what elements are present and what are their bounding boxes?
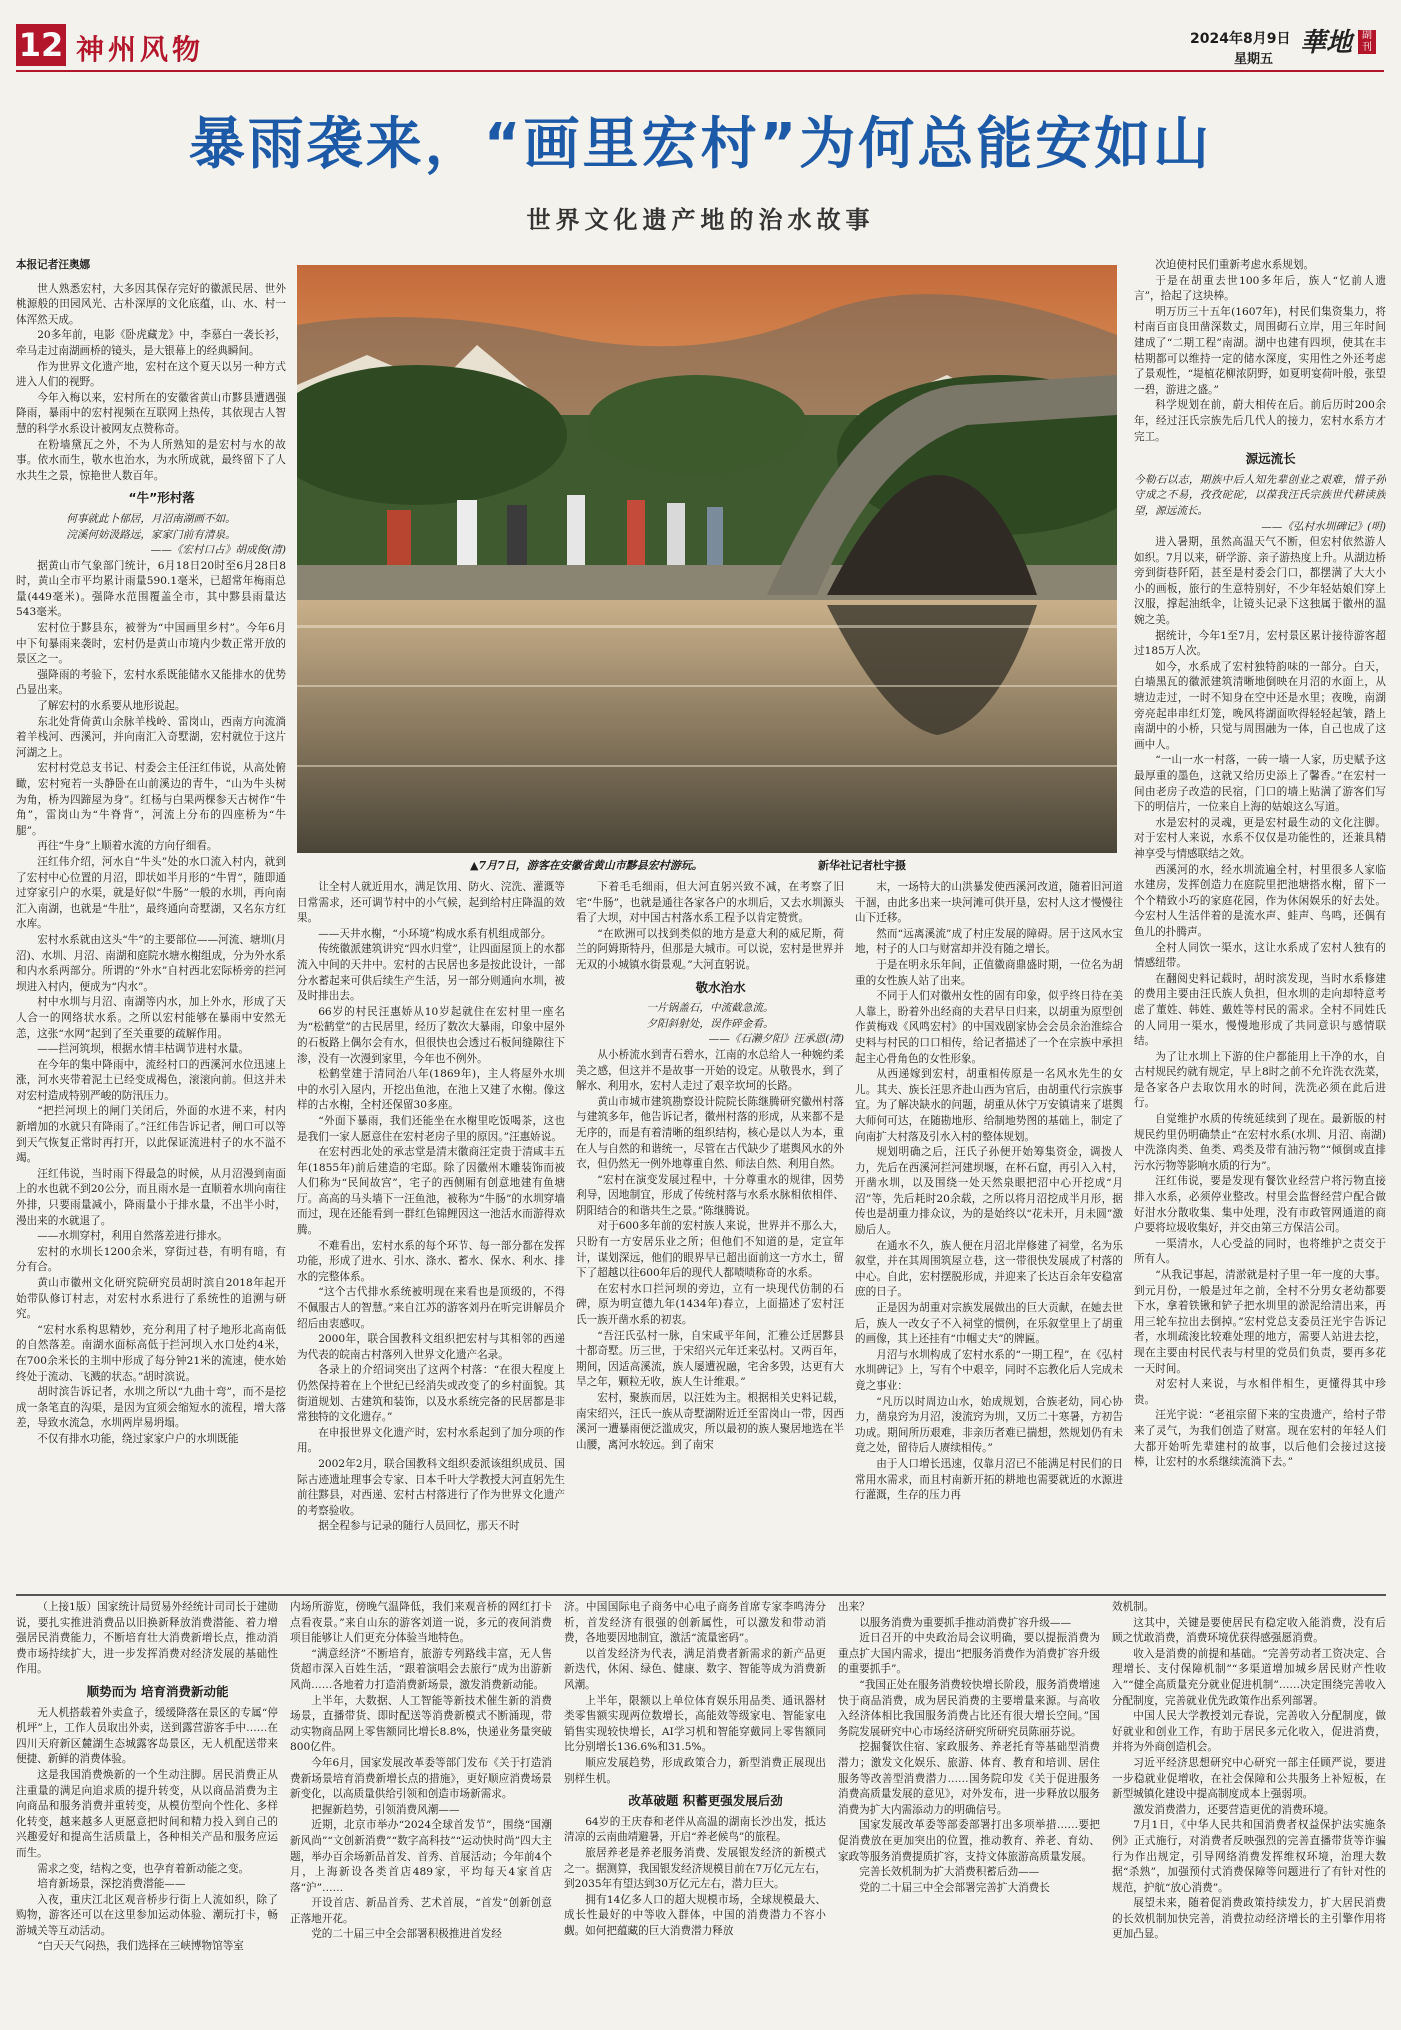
- paragraph: 于是在明永乐年间，正值徽商鼎盛时期，一位名为胡重的女性族人站了出来。: [855, 958, 1123, 987]
- section-heading: “牛”形村落: [128, 490, 195, 506]
- paragraph: 20多年前，电影《卧虎藏龙》中，李慕白一袭长衫，牵马走过南湖画桥的镜头，是大银幕上的经典瞬间。: [16, 329, 286, 357]
- bottom-column-3: [564, 1600, 826, 2020]
- paragraph: 如今，水系成了宏村独特韵味的一部分。白天，白墙黑瓦的徽派建筑清晰地倒映在月沼的水面上，从塘边走过，一时不知身在空中还是水里；夜晚，南湖旁亮起串串红灯笼，晚风将湖面吹得轻轻起皱，踏上南湖中的小桥，只觉与周围融为一体，自己也成了这画中人。: [1134, 660, 1386, 751]
- poem-quote: [16, 512, 286, 559]
- paragraph: 收入是消费的前提和基础。“完善劳动者工资决定、合理增长、支付保障机制”“多渠道增加城乡居民财产性收入”“健全高质量充分就业促进机制”……决定围绕完善收入分配制度，完善就业优先政策作出系列部署。: [1112, 1647, 1386, 1707]
- paragraph: 下着毛毛细雨，但大河直躬兴致不减，在考察了旧宅“牛肠”，也就是通往各家各户的水圳后，又去水圳源头看了大坝，对中国古村落水系工程予以肯定赞赏。: [576, 881, 844, 925]
- section-heading: 顺势而为 培育消费新动能: [86, 1683, 229, 1699]
- paragraph: 传统徽派建筑讲究“四水归堂”，让四面屋顶上的水都流入中间的天井中。宏村的古民居也多是按此设计，一部分水蓄起来可供后续生产生活，另一部分则通向水圳，被及时排出去。: [297, 943, 565, 1003]
- photo-caption: ▲7月7日，游客在安徽省黄山市黟县宏村游玩。: [470, 859, 703, 872]
- paragraph: 培育新场景，深挖消费潜能——: [37, 1878, 186, 1891]
- paragraph: 2002年2月，联合国教科文组织委派该组织成员、国际古迹遗址理事会专家、日本千叶大学教授大河直躬先生前往黟县，对西递、宏村古村落进行了作为世界文化遗产的考察验收。: [297, 1457, 565, 1517]
- paragraph: 这是我国消费焕新的一个生动注脚。居民消费正从注重量的满足向追求质的提升转变，从以商品消费为主向商品和服务消费并重转变，从模仿型向个性化、多样化转变，越来越多人更愿意把时间和精力投入到自己的兴趣爱好和提高生活质量上，各种相关产品和服务应运而生。: [16, 1768, 278, 1859]
- poem-source: ——《石濑夕阳》汪承恩(清): [708, 1033, 844, 1046]
- paragraph: “凡历以时周边山水，始成规划，合族老幼，同心协力，凿泉窍为月沼，浚流窍为圳，又历二十寒暑，方初告功成。期间所历艰难，非亲历者难已揣想，然规划仍有未竟之处，留待后人赓续相传。”: [855, 1395, 1123, 1455]
- paragraph: 一渠清水，人心受益的同时，也将维护之责交于所有人。: [1134, 1237, 1386, 1266]
- paragraph: 近日召开的中央政治局会议明确，要以提振消费为重点扩大国内需求，提出“把服务消费作为消费扩容升级的重要抓手”。: [838, 1632, 1100, 1676]
- subheadline: 世界文化遗产地的治水故事: [526, 206, 875, 234]
- paragraph: 展望未来，随着促消费政策持续发力，扩大居民消费的长效机制加快完善，消费拉动经济增长的主引擎作用将更加凸显。: [1112, 1897, 1386, 1941]
- article-column-4: [855, 880, 1123, 1588]
- paragraph: 顺应发展趋势，形成政策合力，新型消费正展现出别样生机。: [564, 1756, 826, 1785]
- paragraph: 汪红伟介绍，河水自“牛头”处的水口流入村内，就到了宏村中心位置的月沼，即状如半月形的“牛胃”，随即通过穿家引户的水渠，就是好似“牛肠”一般的水圳，再向南汇入南湖，也就是“牛肚”，最终通向奇墅湖，又名东方红水库。: [16, 855, 286, 931]
- paragraph: 宏村，聚族而居，以汪姓为主。根据相关史料记载，南宋绍兴，汪氏一族从奇墅湖附近迁至雷岗山一带，因西溪河一遭暴雨便泛滥成灾，所以最初的族人聚居地选在半山腰，离河水较远。到了南宋: [576, 1392, 844, 1451]
- bottom-column-2: [290, 1600, 552, 2020]
- paragraph: 在粉墙黛瓦之外，不为人所熟知的是宏村与水的故事。依水而生，敬水也治水，为水所成就，最终留下了人水共生之景，惊艳世人数百年。: [16, 438, 286, 482]
- paragraph: 黄山市城市建筑勘察设计院院长陈继腾研究徽州村落与建筑多年，他告诉记者，徽州村落的形成，从来都不是无序的，而是有着清晰的组织结构，核心是以人为本，重在人与自然的和谐统一，尽管在古代缺少了堪舆风水的外衣，但仍然无一例外地尊重自然、师法自然、利用自然。: [576, 1095, 844, 1171]
- paragraph: 出来？: [838, 1601, 870, 1613]
- paragraph: 挖掘餐饮住宿、家政服务、养老托育等基础型消费潜力；激发文化娱乐、旅游、体育、教育和培训、居住服务等改善型消费潜力……国务院印发《关于促进服务消费高质量发展的意见》，对外发布，进一步释放以服务消费为扩大内需添动力的明确信号。: [838, 1741, 1100, 1816]
- paragraph: “宏村在演变发展过程中，十分尊重水的规律，因势利导，因地制宜，形成了传统村落与水系水脉相依相伴、阴阳结合的和谐共生之景。”陈继腾说。: [576, 1173, 844, 1217]
- poem-quote: [1134, 473, 1386, 535]
- paragraph: 拥有14亿多人口的超大规模市场，全球规模最大、成长性最好的中等收入群体，中国的消费潜力不容小觑。如何把蕴藏的巨大消费潜力释放: [564, 1893, 826, 1937]
- paragraph: 由于人口增长迅速，仅靠月沼已不能满足村民们的日常用水需求，而且村南新开拓的耕地也需要就近的水源进行灌溉，生存的压力再: [855, 1457, 1123, 1502]
- article-column-1: [16, 258, 286, 1588]
- paragraph: “白天天气闷热，我们选择在三峡博物馆等室: [37, 1940, 244, 1953]
- bottom-column-5: [1112, 1600, 1386, 2020]
- paragraph: 济。中国国际电子商务中心电子商务首席专家李鸣涛分析，首发经济有很强的创新属性，可以激发和带动消费，各地要因地制宜，激活“流量密码”。: [564, 1601, 826, 1645]
- paragraph: 了解宏村的水系要从地形说起。: [37, 700, 186, 713]
- masthead-tag: 副刊: [1358, 30, 1376, 54]
- paragraph: 各录上的介绍词突出了这两个村落：“在很大程度上仍然保持着在上个世纪已经消失或改变了的乡村面貌。其街道规划、古建筑和装饰，以及水系统完备的民居都是非常独特的文化遗存。”: [297, 1364, 565, 1424]
- paragraph: 从西递嫁到宏村，胡重相传原是一名风水先生的女儿。其夫、族长汪思齐赴山西为官后，由胡重代行宗族事宜。为了解决缺水的问题，胡重从休宁万安镇请来了堪舆大师何可达，在随勘地形、给制地势图的基础上，制定了向南扩大村落及引水入村的整体规划。: [855, 1068, 1123, 1143]
- paragraph: 汪红伟说，当时雨下得最急的时候，从月沼漫到南面上的水也就不到20公分，而且雨水是一直顺着水圳向南往外排，只要雨量减小，降雨量小于排水量，不出半小时，漫出来的水就退了。: [16, 1167, 286, 1227]
- paragraph: 宏村村党总支书记、村委会主任汪红伟说，从高处俯瞰，宏村宛若一头静卧在山前溪边的青牛，“山为牛头树为角，桥为四蹄屋为身”。红杨与白果两棵参天古树作“牛角”，雷岗山为“牛脊背”，河流上分布的四座桥为“牛腿”。: [16, 762, 286, 837]
- paragraph: 为了让水圳上下游的住户都能用上干净的水，自古村规民约就有规定，早上8时之前不允许洗衣洗菜，是各家各户去取饮用水的时间，洗洗必须在此后进行。: [1134, 1050, 1386, 1110]
- paragraph: ——天井水榭，“小环境”构成水系有机组成部分。: [318, 927, 552, 940]
- issue-weekday: 星期五: [1234, 52, 1274, 67]
- paragraph: “一山一水一村落，一砖一墙一人家，历史赋予这最厚重的墨色，这就又给历史添上了馨香。”在宏村一间由老房子改造的民宿，门口的墙上贴满了游客们写下的明信片，一位来自上海的姑娘这么写道。: [1134, 754, 1386, 814]
- paragraph: 明万历三十五年(1607年)，村民们集资集力，将村南百亩良田凿深数丈，周围砌石立岸，用三年时间建成了“二期工程”南湖。湖中也建有四坝，使其在丰枯期都可以维持一定的储水深度，实用性之外还考虑了景观性，“堤植花柳浓阴野，如夏明宴荷叶般，张望一碧，游进之盛。”: [1134, 305, 1386, 396]
- paragraph: 今年6月，国家发展改革委等部门发布《关于打造消费新场景培育消费新增长点的措施》，更好顺应消费场景新变化，以高质量供给引领和创造市场新需求。: [290, 1756, 552, 1801]
- paragraph: 从小桥流水到青石碧水，江南的水总给人一种婉约柔美之感，但这并不是故事一开始的设定。从敬畏水，到了解水、利用水，宏村人走过了艰辛坎坷的长路。: [576, 1048, 844, 1093]
- paragraph: ——水圳穿村，利用自然落差进行排水。: [37, 1230, 228, 1243]
- section-title: 神州风物: [76, 33, 205, 66]
- paragraph: 作为世界文化遗产地，宏村在这个夏天以另一种方式进入人们的视野。: [16, 360, 286, 389]
- article-divider: [16, 1594, 1386, 1596]
- paragraph: 2000年，联合国教科文组织把宏村与其相邻的西递为代表的皖南古村落列入世界文化遗产名录。: [297, 1333, 565, 1361]
- paragraph: 让全村人就近用水，满足饮用、防火、浣洗、灌溉等日常需求，还可调节村中的小气候，起到给村庄降温的效果。: [297, 881, 565, 925]
- paragraph: 中国人民大学教授刘元春说，完善收入分配制度，做好就业和创业工作，有助于居民多元化收入，促进消费，并将为外商创造机会。: [1112, 1710, 1386, 1754]
- paragraph: “把拦河坝上的闸门关闭后，外面的水进不来，村内新增加的水就只有降雨了。”汪红伟告诉记者，闸口可以等到天气恢复正常时再打开，以此保证流进村子的水不溢不竭。: [16, 1105, 286, 1165]
- bottom-column-1: [16, 1600, 278, 2020]
- paragraph: 党的二十届三中全会部署积极推进首发经: [311, 1928, 502, 1941]
- bottom-column-4: [838, 1600, 1100, 2020]
- article-column-5: [1134, 258, 1386, 1588]
- paragraph: 以首发经济为代表，满足消费者新需求的新产品更新迭代，休闲、绿色、健康、数字、智能等成为消费新风潮。: [564, 1647, 826, 1691]
- poem-line: 今勒石以志，期族中后人知先辈创业之艰难，惜子孙守成之不易，孜孜砣砣，以葆我汪氏宗族世代耕读族望，源远流长。: [1134, 473, 1386, 517]
- paragraph: 正是因为胡重对宗族发展做出的巨大贡献，在她去世后，族人一改女子不入祠堂的惯例，在乐叙堂里上了胡重的画像，其上还挂有“巾帼丈夫”的牌匾。: [855, 1302, 1123, 1346]
- paragraph: 自觉维护水质的传统延续到了现在。最新版的村规民约里仍明确禁止“在宏村水系(水圳、月沼、南湖)中洗涤肉类、鱼类、鸡类及带有油污物”“倾倒或直排污水污物等影响水质的行为”。: [1134, 1113, 1386, 1172]
- paragraph: 然而“远离溪流”成了村庄发展的障碍。居于这风水宝地，村子的人口与财富却并没有随之增长。: [855, 927, 1123, 956]
- paragraph: 不仅有排水功能，绕过家家户户的水圳既能: [37, 1432, 239, 1445]
- paragraph: 科学规划在前，蔚大相传在后。前后历时200余年，经过汪氏宗族先后几代人的接力，宏村水系方才完工。: [1134, 399, 1386, 443]
- paragraph: 胡时滨告诉记者，水圳之所以“九曲十弯”，而不是挖成一条笔直的沟渠，是因为宜须会缩短水的流程，增大落差，导致水流急，水圳两岸易坍塌。: [16, 1386, 286, 1430]
- paragraph: 对于600多年前的宏村族人来说，世界并不那么大，只盼有一方安居乐业之所；但他们不知道的是，定宣年计，谋划深远，他们的眼界早已超出面前这一方水土，留下了超越以往600年后的现代人都啧啧称奇的水系。: [576, 1220, 844, 1280]
- paragraph: 旅居养老是养老服务消费、发展银发经济的新模式之一。据测算，我国银发经济规模目前在7万亿元左右，到2035年有望达到30万亿元左右，潜力巨大。: [564, 1846, 826, 1891]
- paragraph: 松鹤堂建于清同治八年(1869年)，主人将屋外水圳中的水引入屋内，开挖出鱼池，在池上又建了水榭。像这样的古水榭，全村还保留30多座。: [297, 1068, 565, 1112]
- paragraph: 在翻阅史料记载时，胡时滨发现，当时水系修建的费用主要由汪氏族人负担，但水圳的走向却特意考虑了董姓、韩姓、戴姓等村民的需求。全村不同姓氏的人同用一渠水，慢慢地形成了共同意识与感情联结。: [1134, 972, 1386, 1048]
- paragraph: 完善长效机制为扩大消费积蓄后劲——: [859, 1866, 1040, 1879]
- section-heading: 源远流长: [1245, 451, 1296, 467]
- paragraph: 对宏村人来说，与水相伴相生，更懂得其中珍贵。: [1134, 1378, 1386, 1406]
- article-column-3: [576, 880, 844, 1588]
- paragraph: 强降雨的考验下，宏村水系既能储水又能排水的优势凸显出来。: [16, 668, 286, 697]
- paragraph: 7月1日，《中华人民共和国消费者权益保护法实施条例》正式施行，对消费者反映强烈的完善直播带货等诈骗行为作出规定，引导网络消费发挥维权环境，治理大数据“杀熟”，加强预付式消费保障等问题进行了有针对性的规范，护航“放心消费”。: [1112, 1819, 1386, 1894]
- paragraph: 在申报世界文化遗产时，宏村水系起到了加分项的作用。: [297, 1426, 565, 1455]
- paragraph: “从我记事起，清淤就是村子里一年一度的大事。到元月份，一般是过年之前，全村不分男女老幼都要下水，拿着铁锹和铲子把水圳里的淤泥给清出来，再用三轮车拉出去倒掉。”宏村党总支委员汪光宇告诉记者，水圳疏浚比较难处理的地方，需要人站进去挖，现在主要由村民代表与村里的党员们负责，要再多花一天时间。: [1134, 1269, 1386, 1375]
- paragraph: “吾汪氏弘村一脉，自宋咸平年间，汇雅公迁居黟县十都奇墅。历三世，于宋绍兴元年迁来弘村。又两百年，期间，因适高溪流，族人屡遭祝融，宅舍多毁，达更有大旱之年，颗粒无收，族人生计维艰。”: [576, 1329, 844, 1389]
- issue-date: 2024年8月9日: [1190, 31, 1291, 47]
- paragraph: 今年入梅以来，宏村所在的安徽省黄山市黟县遭遇强降雨，暴雨中的宏村视频在互联网上热传，其依现古人智慧的科学水系设计被网友点赞称奇。: [16, 391, 286, 435]
- paragraph: 内场所游览，傍晚气温降低，我们来观音桥的网红打卡点看夜景。”来自山东的游客刘道一说，多元的夜间消费项目能够让人们更充分体验当地特色。: [290, 1601, 552, 1645]
- paragraph: 上半年，大数据、人工智能等新技术催生新的消费场景，直播带货、即时配送等消费新模式不断涌现，带动实物商品网上零售额同比增长8.8%，快递业务量突破800亿件。: [290, 1694, 552, 1754]
- paragraph: 在通水不久，族人便在月沼北岸修建了祠堂，名为乐叙堂，并在其周围筑屋立巷，这一带很快发展成了村落的中心。自此，宏村摆脱形成，并迎来了长达百余年安稳富庶的日子。: [855, 1239, 1123, 1299]
- photo-hongcun-bridge: [297, 265, 1117, 853]
- poem-line: 夕阳斜射处，误作碎金看。: [646, 1017, 774, 1030]
- paragraph: 效机制。: [1112, 1601, 1155, 1613]
- paragraph: 入夜，重庆江北区观音桥步行街上人流如织，除了购物，游客还可以在这里参加运动体验、潮玩打卡，畅游城关等互动活动。: [16, 1893, 278, 1937]
- paragraph: 据统计，今年1至7月，宏村景区累计接待游客超过185万人次。: [1134, 629, 1386, 658]
- paragraph: 宏村水系就由这头“牛”的主要部位——河流、塘圳(月沼)、水圳、月沼、南湖和庭院水塘水榭组成，分为外水系和内水系两部分。所谓的“外水”自村西北宏际桥旁的拦河坝进入村内，便成为“内水”。: [16, 933, 286, 993]
- byline: 本报记者汪奥娜: [16, 259, 91, 271]
- paragraph: 月沼与水圳构成了宏村水系的“一期工程”，在《弘村水圳碑记》上，写有个中艰辛，同时不忘教化后人完成未竟之事业：: [855, 1348, 1123, 1392]
- poem-line: 何事就此卜郁居，月沼南湖画不如。: [66, 512, 236, 525]
- paragraph: 全村人同饮一渠水，这让水系成了宏村人独有的情感纽带。: [1134, 941, 1386, 970]
- paragraph: “外面下暴雨，我们还能坐在水榭里吃饭喝茶，这也是我们一家人愿意住在宏村老房子里的原因。”汪惠娇说。: [297, 1114, 565, 1143]
- paragraph: 近期，北京市举办“2024全球首发节”，围绕“国潮新风尚”“文创新消费”“数字高科技”“运动快时尚”四大主题，举办百余场新品首发、首秀、首展活动；今年前4个月，上海新设各类首店489家，平均每天4家首店落“沪”……: [290, 1819, 552, 1894]
- paragraph: （上接1版）国家统计局贸易外经统计司司长于建勋说，要扎实推进消费品以旧换新释放消费潜能、着力增强居民消费能力，不断培育壮大消费新增长点，推动消费市场持续扩大，进一步发挥消费对经济发展的基础性作用。: [16, 1601, 278, 1676]
- paragraph: ——拦河筑坝，根据水情丰枯调节进村水量。: [37, 1043, 250, 1056]
- poem-source: ——《宏村口占》胡成俊(清): [150, 544, 286, 557]
- paragraph: 于是在胡重去世100多年后，族人“忆前人遗言”，拾起了这块棒。: [1134, 274, 1386, 303]
- page-number-badge: 12: [16, 24, 66, 66]
- poem-quote: [576, 1001, 844, 1048]
- paragraph: 东北处背倚黄山余脉羊栈岭、雷岗山，西南方向流淌着羊栈河、西溪河，并向南汇入奇墅湖，宏村就位于这片河湖之上。: [16, 715, 286, 759]
- paragraph: 66岁的村民汪惠娇从10岁起就住在宏村里一座名为“松鹤堂”的古民居里，经历了数次大暴雨，印象中屋外的石板路上偶尔会有水，但很快也会透过石板间缝隙往下渗，没有一次漫到家里，今年也不例外。: [297, 1005, 565, 1065]
- paragraph: 水是宏村的灵魂，更是宏村最生动的文化注脚。对于宏村人来说，水系不仅仅是功能性的，还兼具精神享受与情感联结之效。: [1134, 816, 1386, 860]
- paragraph: 次迫使村民们重新考虑水系规划。: [1155, 259, 1315, 271]
- paragraph: 汪光宇说：“老祖宗留下来的宝贵遗产，给村子带来了灵气，为我们创造了财富。现在宏村的年轻人们大都开始听先辈建村的故事，以后他们会接过这接棒，让宏村的水系继续流淌下去。”: [1134, 1409, 1386, 1469]
- paragraph: “满意经济”不断培育，旅游专列路线丰富，无人售货超市深入百姓生活，“跟着演唱会去旅行”成为出游新风尚……各地着力打造消费新场景，激发消费新动能。: [290, 1647, 552, 1691]
- poem-line: 浣溪何妨汲路远，家家门前有清泉。: [66, 528, 236, 541]
- article-column-2: [297, 880, 565, 1588]
- paragraph: 村中水圳与月沼、南湖等内水，加上外水，形成了天人合一的网络状水系。之所以宏村能够在暴雨中安然无恙，这张“水网”起到了至关重要的疏解作用。: [16, 996, 286, 1040]
- paragraph: “我国正处在服务消费较快增长阶段，服务消费增速快于商品消费，成为居民消费的主要增量来源。与高收入经济体相比我国服务消费占比还有很大增长空间。”国务院发展研究中心市场经济研究所研究员陈丽芬说。: [838, 1678, 1100, 1738]
- paragraph: 64岁的王庆春和老伴从高温的湖南长沙出发，抵达清凉的云南曲靖避暑，开启“养老候鸟”的旅程。: [564, 1815, 826, 1844]
- paragraph: 无人机搭载着外卖盒子，缓缓降落在景区的专属“停机坪”上，工作人员取出外卖，送到露营游客手中……在四川天府新区麓湖生态城露客岛景区，无人机配送带来便捷、新鲜的消费体验。: [16, 1706, 278, 1766]
- page-header: [0, 0, 1401, 70]
- paragraph: 把握新趋势，引领消费风潮——: [311, 1803, 460, 1816]
- masthead-logo: 華地: [1300, 28, 1353, 58]
- paragraph: “宏村水系构思精妙，充分利用了村子地形北高南低的自然落差。南湖水面标高低于拦河坝入水口处约4米，在700余米长的主圳中形成了每分钟21米的流速，使水始终处于流动、飞溅的状态。”胡时滨说。: [16, 1323, 286, 1383]
- header-divider: [16, 70, 1384, 72]
- section-heading: 敬水治水: [695, 979, 746, 995]
- paragraph: 世人熟悉宏村，大多因其保存完好的徽派民居、世外桃源般的田园风光、古朴深厚的文化底蕴，山、水、村一体浑然天成。: [16, 282, 286, 326]
- paragraph: 党的二十届三中全会部署完善扩大消费长: [859, 1881, 1050, 1894]
- paragraph: 进入暑期，虽然高温天气不断，但宏村依然游人如织。7月以来，研学游、亲子游热度上升。从湖边桥旁到街巷阡陌，甚至是村委会门口，都摆满了大大小小的画板，旅行的生意特别好，不少年轻姑娘们穿上汉服，撑起油纸伞，让镜头记录下这独属于徽州的温婉之美。: [1134, 536, 1386, 627]
- section-heading: 改革破题 积蓄更强发展后劲: [628, 1793, 783, 1809]
- poem-line: 一片锅盖石，中流截急流。: [646, 1002, 774, 1015]
- paragraph: 上半年，限额以上单位体育娱乐用品类、通讯器材类零售额实现两位数增长，高能效等级家电、智能家电销售实现较快增长，AI学习机和智能穿戴同上零售额同比分别增长136.6%和31.5%。: [564, 1694, 826, 1754]
- paragraph: 这其中，关键是要使居民有稳定收入能消费，没有后顾之忧敢消费，消费环境优获得感强愿消费。: [1112, 1616, 1386, 1645]
- poem-source: ——《弘村水圳碑记》(明): [1261, 520, 1386, 533]
- paragraph: 习近平经济思想研究中心研究一部主任顾严说，要进一步稳就业促增收，在社会保障和公共服务上补短板，在新型城镇化建设中提高制度成本上强弱项。: [1112, 1756, 1386, 1801]
- paragraph: 宏村位于黟县东，被誉为“中国画里乡村”。今年6月中下旬暴雨来袭时，宏村仍是黄山市境内少数正常开放的景区之一。: [16, 622, 286, 666]
- paragraph: “这个古代排水系统被明现在来看也是顶级的，不得不佩服古人的智慧。”来自江苏的游客刘丹在听完讲解员介绍后由衷感叹。: [297, 1286, 565, 1330]
- paragraph: 开设首店、新品首秀、艺术首展，“首发”创新创意正落地开花。: [290, 1897, 552, 1925]
- paragraph: 西溪河的水，经水圳流遍全村，村里很多人家临水建房，发挥创造力在庭院里把池塘搭水榭，留下一个个精致小巧的家庭花园，作为休闲娱乐的好去处。今宏村人生活伴着的是流水声、蛙声、鸟鸣，还偶有鱼儿的扑腾声。: [1134, 863, 1386, 938]
- paragraph: 再往“牛身”上顺着水流的方向仔细看。: [37, 840, 218, 853]
- paragraph: 规划明确之后，汪氏子孙便开始筹集资金，调拨人力，先后在西溪河拦河建坝堰，在杯石窟，再引入入村，开凿水圳，以及围绕一处天然泉眼把沼中心开挖成“月沼”等，先后耗时20余载，之所以将月沼挖成半月形，据传也是胡重力排众议，为的是始终以“花未开，月未圆”激励后人。: [855, 1146, 1123, 1237]
- paragraph: 以服务消费为重要抓手推动消费扩容升级——: [859, 1616, 1072, 1629]
- paragraph: 在宏村水口拦河坝的旁边，立有一块现代仿制的石碑，原为明宣德九年(1434年)春立，上面描述了宏村汪氏一族开凿水系的初衷。: [576, 1282, 844, 1327]
- paragraph: 宏村的水圳长1200余米，穿街过巷，有明有暗，有分有合。: [16, 1245, 286, 1274]
- paragraph: 在宏村西北处的承志堂是清末徽商汪定贵于清咸丰五年(1855年)前后建造的宅邸。除了因徽州木雕装饰而被人们称为“民间故宫”，宅子的西侧厢有创意地建有鱼塘厅。高高的马头墙下一汪鱼池，被称为“牛肠”的水圳穿墙而过，现在还能看到一群红色锦鲤因这一池活水而游得欢腾。: [297, 1146, 565, 1237]
- paragraph: 国家发展改革委等部委部署打出多项举措……要把促消费放在更加突出的位置，推动教育、养老、育幼、家政等服务消费提质扩容，支持文体旅游高质量发展。: [838, 1819, 1100, 1863]
- paragraph: 需求之变，结构之变，也孕育着新动能之变。: [37, 1862, 250, 1875]
- photo-credit: 新华社记者杜宇摄: [818, 859, 906, 872]
- photo-illustration: [297, 265, 1117, 853]
- paragraph: 据黄山市气象部门统计，6月18日20时至6月28日8时，黄山全市平均累计雨量590.1毫米，已超常年梅雨总量(449毫米)。强降水范围覆盖全市，其中黟县雨量达543毫米。: [16, 559, 286, 619]
- paragraph: 在今年的集中降雨中，流经村口的西溪河水位迅速上涨，河水夹带着泥土已经变成褐色，滚滚向前。但这并未对宏村造成特别严峻的防汛压力。: [16, 1058, 286, 1102]
- paragraph: 据全程参与记录的随行人员回忆，那天不时: [318, 1520, 520, 1533]
- paragraph: 汪红伟说，要是发现有餐饮业经营户将污物直接排入水系，必须停业整改。村里会监督经营户配合做好泔水分散收集、集中处理，没有市政管网通道的商户要将垃圾收集好，并交由第三方保洁公司。: [1134, 1175, 1386, 1235]
- paragraph: 不同于人们对徽州女性的固有印象，似乎终日待在美人靠上，盼着外出经商的夫君早日归来，以胡重为原型创作黄梅戏《风鸣宏村》的中国戏剧家协会会员余治淮综合史料与村民的口口相传，给记者描述了一个在宗族中承担起主心骨角色的女性形象。: [855, 990, 1123, 1065]
- paragraph: 激发消费潜力，还要营造更优的消费环境。: [1133, 1803, 1335, 1816]
- headline: 暴雨袭来，“画里宏村”为何总能安如山: [188, 112, 1213, 177]
- paragraph: 黄山市徽州文化研究院研究员胡时滨自2018年起开始带队修订村志，对宏村水系进行了系统性的追溯与研究。: [16, 1277, 286, 1321]
- paragraph: 不难看出，宏村水系的每个环节、每一部分都在发挥功能，形成了进水、引水、涤水、蓄水、保水、利水、排水的完整体系。: [297, 1239, 565, 1283]
- paragraph: “在欧洲可以找到类似的地方是意大利的威尼斯，荷兰的阿姆斯特丹，但那是大城市。可以说，宏村是世界并无双的小城镇水街景观。”大河直躬说。: [576, 927, 844, 971]
- paragraph: 末，一场特大的山洪暴发使西溪河改道，随着旧河道干涸，由此多出来一块河滩可供开垦，宏村人这才慢慢往山下迁移。: [855, 881, 1123, 925]
